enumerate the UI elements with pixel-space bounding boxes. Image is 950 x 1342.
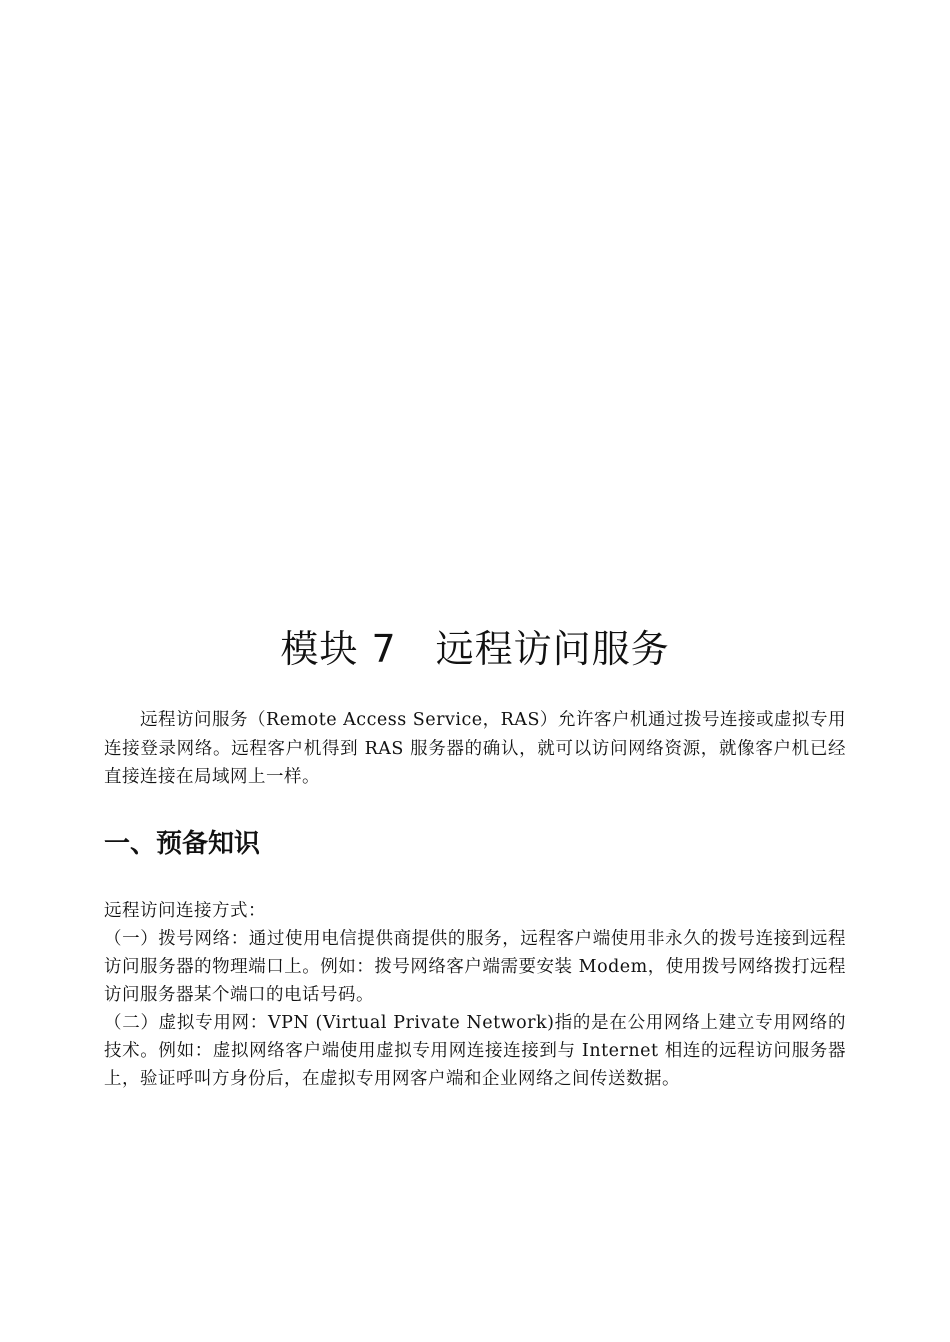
page-title: 模块 7 远程访问服务 xyxy=(280,627,670,671)
list-item-dialup: （一）拨号网络：通过使用电信提供商提供的服务，远程客户端使用非永久的拨号连接到远程访问服务器的物理端口上。例如：拨号网络客户端需要安装 Modem，使用拨号网络拨打远程访问服务器某个端口的电话号码。 xyxy=(104,929,846,1005)
section-body xyxy=(104,897,846,1093)
list-item-vpn: （二）虚拟专用网：VPN (Virtual Private Network)指的是在公用网络上建立专用网络的技术。例如：虚拟网络客户端使用虚拟专用网连接连接到与 Internet 相连的远程访问服务器上，验证呼叫方身份后，在虚拟专用网客户端和企业网络之间传送数据。 xyxy=(104,1013,846,1089)
section-heading: 一、预备知识 xyxy=(104,829,261,859)
section-lead: 远程访问连接方式： xyxy=(104,901,266,921)
intro-paragraph: 远程访问服务（Remote Access Service，RAS）允许客户机通过拨号连接或虚拟专用连接登录网络。远程客户机得到 RAS 服务器的确认，就可以访问网络资源，就像客户机已经直接连接在局域网上一样。 xyxy=(104,710,846,787)
